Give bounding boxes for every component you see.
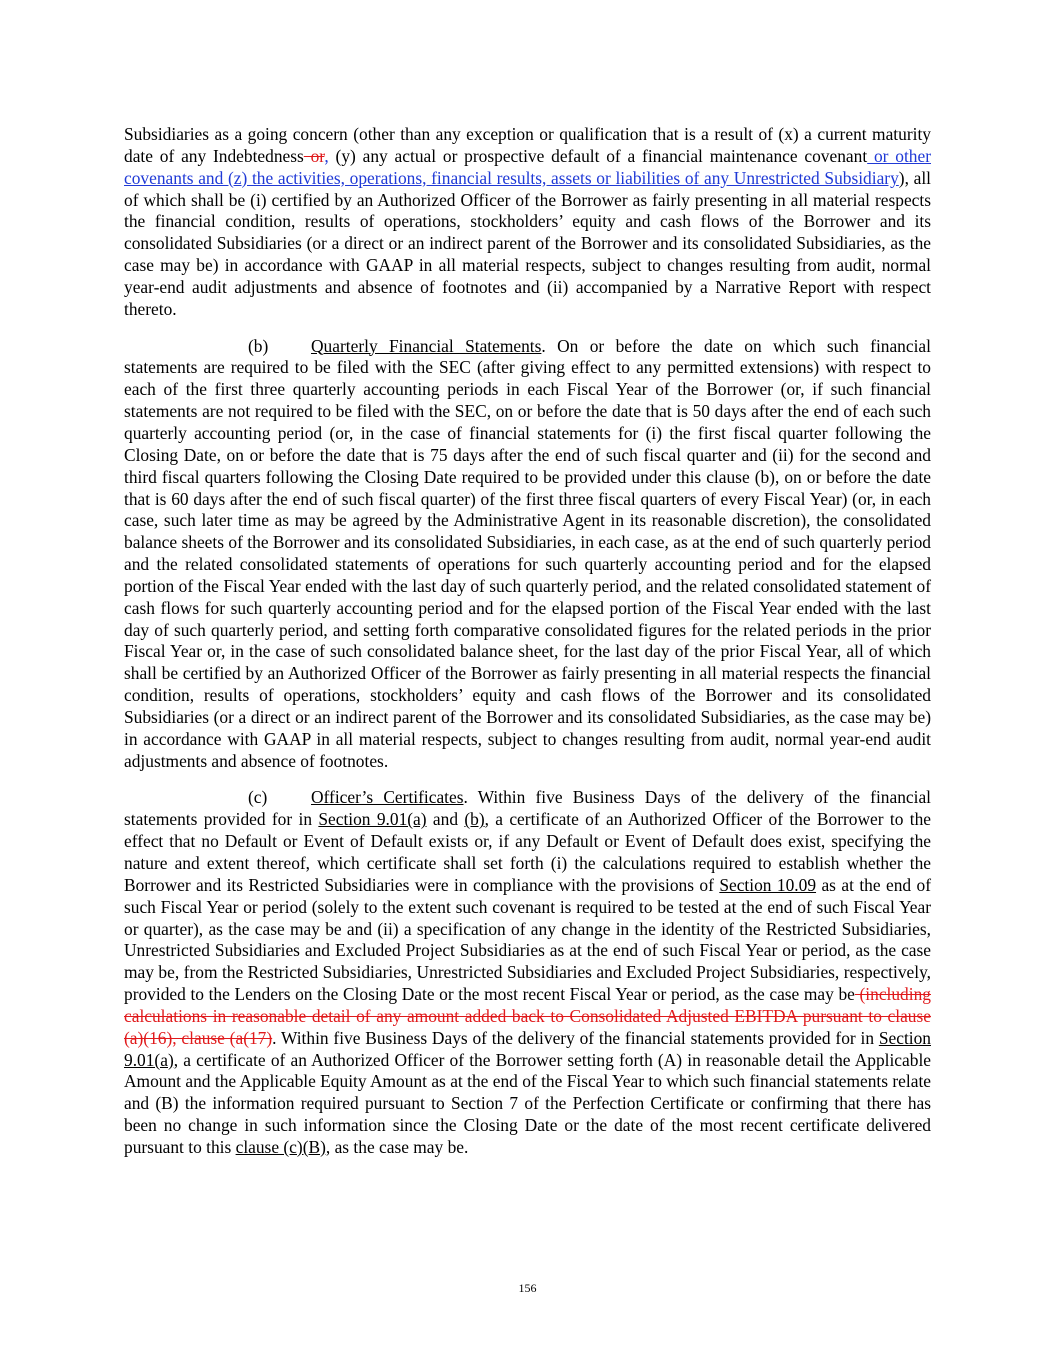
para-c-text-4: as at the end of such Fiscal Year or period (solely to the extent such covenant is required to be tested at the end of such Fiscal Year or quarter), as the case may be and (ii) a specification of any change in the identity of the Restricted Subsidiaries, Unrestricted Subsidiaries and Excluded Project Subsidiaries as at the end of such Fiscal Year or period, as the case may be, from the Restricted Subsidiaries, Unrestricted Subsidiaries and Excluded Project Subsidiaries, respectively, provided to the Lenders on the Closing Date or the most recent Fiscal Year or period, as the case may be (124, 874, 931, 1005)
deleted-text: (including calculations in reasonable detail of any amount added back to Consolidated Adjusted EBITDA pursuant to clause (a)(16), clause (a(17) (124, 984, 931, 1048)
cross-reference: clause (c)(B) (235, 1136, 326, 1157)
para-a-text-1: Subsidiaries as a going concern (other than any exception or qualification that is a result of (x) a current maturity date of any Indebtedness (124, 124, 931, 166)
para-a-text-3: ), all of which shall be (i) certified by an Authorized Officer of the Borrower as fairly presenting in all material respects the financial condition, results of operations, stockholders’ equity and cash flows of the Borrower and its consolidated Subsidiaries (or a direct or an indirect parent of the Borrower and its consolidated Subsidiaries, as the case may be) in accordance with GAAP in all material respects, subject to changes resulting from audit, normal year-end audit adjustments and absence of footnotes and (ii) accompanied by a Narrative Report with respect thereto. (124, 167, 931, 319)
para-c-text-5: . Within five Business Days of the delivery of the financial statements provided for in (272, 1027, 879, 1048)
page-number: 156 (518, 1281, 537, 1295)
paragraph-b-quarterly-financial-statements (124, 336, 931, 773)
cross-reference: Section 9.01(a) (124, 1027, 931, 1070)
section-heading: Officer’s Certificates (311, 787, 464, 808)
paragraph-c-officers-certificates (124, 787, 931, 1158)
inserted-text: , (324, 145, 329, 166)
para-c-text-3: , a certificate of an Authorized Officer of the Borrower to the effect that no Default or Event of Default exists or, if any Default or Event of Default does exist, specifying the nature and extent thereof, which certificate shall set forth (i) the calculations required to establish whether the Borrower and its Restricted Subsidiaries were in compliance with the provisions of (124, 809, 931, 895)
document-page (124, 124, 931, 1174)
cross-reference: Section 9.01(a) (318, 809, 427, 830)
para-c-text-6: , a certificate of an Authorized Officer of the Borrower setting forth (A) in reasonable detail the Applicable Amount and the Applicable Equity Amount as at the end of the Fiscal Year to which such financial statements relate and (B) the information required pursuant to Section 7 of the Perfection Certificate or confirming that there has been no change in such information since the Closing Date or the date of the most recent certificate delivered pursuant to this (124, 1049, 931, 1157)
cross-reference: Section 10.09 (719, 874, 817, 895)
paragraph-a-continuation (124, 124, 931, 321)
inserted-text: or other covenants and (z) the activities, operations, financial results, assets or liabilities of any Unrestricted Subsidiary (124, 145, 931, 188)
para-c-text-1: . Within five Business Days of the delivery of the financial statements provided for in (124, 787, 931, 830)
para-c-text-7: , as the case may be. (325, 1136, 469, 1157)
section-heading: Quarterly Financial Statements (311, 335, 542, 356)
clause-marker: (c) (248, 787, 268, 808)
cross-reference: (b) (464, 809, 485, 830)
deleted-text: or (303, 145, 325, 166)
para-c-text-2: and (426, 809, 465, 830)
para-a-text-2: (y) any actual or prospective default of a financial maintenance covenant (328, 145, 868, 166)
clause-marker: (b) (248, 335, 269, 356)
para-b-text: . On or before the date on which such financial statements are required to be filed with the SEC (after giving effect to any permitted extensions) with respect to each of the first three quarterly accounting periods in each Fiscal Year of the Borrower (or, if such financial statements are not required to be filed with the SEC, on or before the date that is 50 days after the end of each such quarterly accounting period (or, in the case of financial statements for (i) the first fiscal quarter following the Closing Date, on or before the date that is 75 days after the end of such fiscal quarter and (ii) for the second and third fiscal quarters following the Closing Date required to be provided under this clause (b), on or before the date that is 60 days after the end of such fiscal quarter) of the first three fiscal quarters of every Fiscal Year) (or, in each case, such later time as may be agreed by the Administrative Agent in its reasonable discretion), the consolidated balance sheets of the Borrower and its consolidated Subsidiaries, in each case, as at the end of such quarterly period and the related consolidated statements of operations for such quarterly accounting period and for the elapsed portion of the Fiscal Year ended with the last day of such quarterly period, and the related consolidated statement of cash flows for such quarterly accounting period and for the elapsed portion of the Fiscal Year ended with the last day of such quarterly period, and setting forth comparative consolidated figures for the related periods in the prior Fiscal Year or, in the case of such consolidated balance sheet, for the last day of the prior Fiscal Year, all of which shall be certified by an Authorized Officer of the Borrower as fairly presenting in all material respects the financial condition, results of operations, stockholders’ equity and cash flows of the Borrower and its consolidated Subsidiaries (or a direct or an indirect parent of the Borrower and its consolidated Subsidiaries, as the case may be) in accordance with GAAP in all material respects, subject to changes resulting from audit, normal year-end audit adjustments and absence of footnotes. (124, 335, 931, 771)
